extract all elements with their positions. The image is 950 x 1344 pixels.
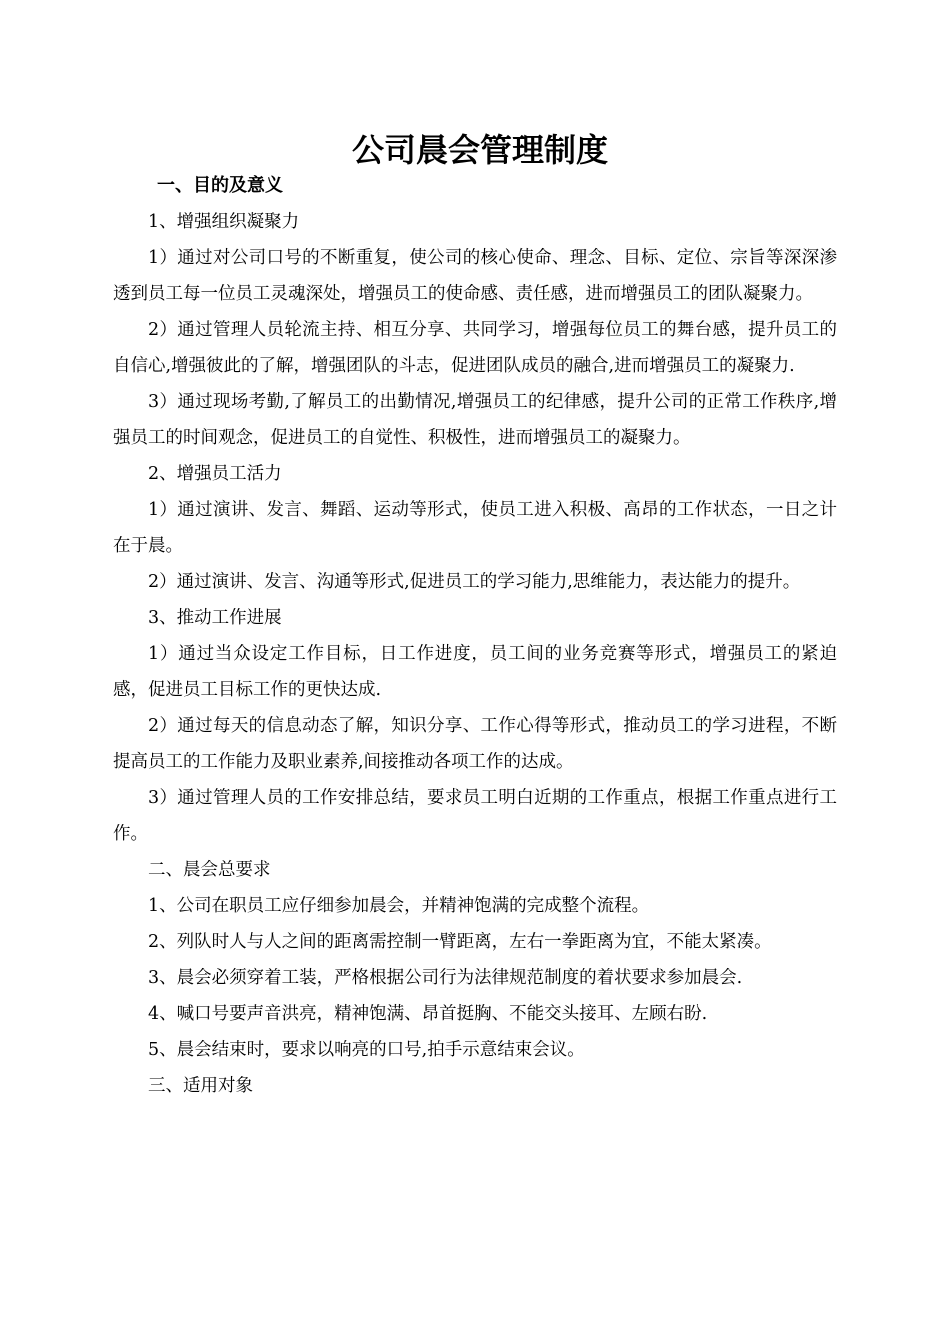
requirement-item-1: 1、公司在职员工应仔细参加晨会，并精神饱满的完成整个流程。: [148, 896, 650, 916]
requirement-item-4: 4、喊口号要声音洪亮，精神饱满、昂首挺胸、不能交头接耳、左顾右盼.: [148, 1004, 708, 1024]
paragraph-vitality-1: 1）通过演讲、发言、舞蹈、运动等形式，使员工进入积极、高昂的工作状态，一日之计在于晨。: [113, 500, 837, 556]
requirement-item-3: 3、晨会必须穿着工装，严格根据公司行为法律规范制度的着状要求参加晨会.: [148, 968, 743, 988]
section-heading-requirements: 二、晨会总要求: [148, 860, 271, 880]
section-heading-purpose: 一、目的及意义: [157, 175, 283, 196]
paragraph-vitality-2: 2）通过演讲、发言、沟通等形式,促进员工的学习能力,思维能力，表达能力的提升。: [148, 572, 801, 592]
paragraph-cohesion-1: 1）通过对公司口号的不断重复，使公司的核心使命、理念、目标、定位、宗旨等深深渗透到员工每一位员工灵魂深处，增强员工的使命感、责任感，进而增强员工的团队凝聚力。: [113, 248, 837, 304]
section-heading-applicable-objects: 三、适用对象: [148, 1076, 253, 1096]
document-title: 公司晨会管理制度: [351, 131, 608, 169]
paragraph-progress-3: 3）通过管理人员的工作安排总结，要求员工明白近期的工作重点，根据工作重点进行工作。: [113, 788, 837, 844]
subsection-heading-progress: 3、推动工作进展: [148, 608, 282, 628]
paragraph-progress-2: 2）通过每天的信息动态了解，知识分享、工作心得等形式，推动员工的学习进程，不断提高员工的工作能力及职业素养,间接推动各项工作的达成。: [113, 716, 837, 772]
requirement-item-2: 2、列队时人与人之间的距离需控制一臂距离，左右一拳距离为宜，不能太紧凑。: [148, 932, 772, 952]
paragraph-cohesion-3: 3）通过现场考勤,了解员工的出勤情况,增强员工的纪律感，提升公司的正常工作秩序,增强员工的时间观念，促进员工的自觉性、积极性，进而增强员工的凝聚力。: [113, 392, 837, 448]
paragraph-progress-1: 1）通过当众设定工作目标，日工作进度，员工间的业务竞赛等形式，增强员工的紧迫感，促进员工目标工作的更快达成.: [113, 644, 837, 700]
paragraph-cohesion-2: 2）通过管理人员轮流主持、相互分享、共同学习，增强每位员工的舞台感，提升员工的自信心,增强彼此的了解，增强团队的斗志，促进团队成员的融合,进而增强员工的凝聚力.: [113, 320, 837, 376]
subsection-heading-cohesion: 1、增强组织凝聚力: [148, 212, 300, 232]
subsection-heading-vitality: 2、增强员工活力: [148, 464, 282, 484]
requirement-item-5: 5、晨会结束时，要求以响亮的口号,拍手示意结束会议。: [148, 1040, 585, 1060]
